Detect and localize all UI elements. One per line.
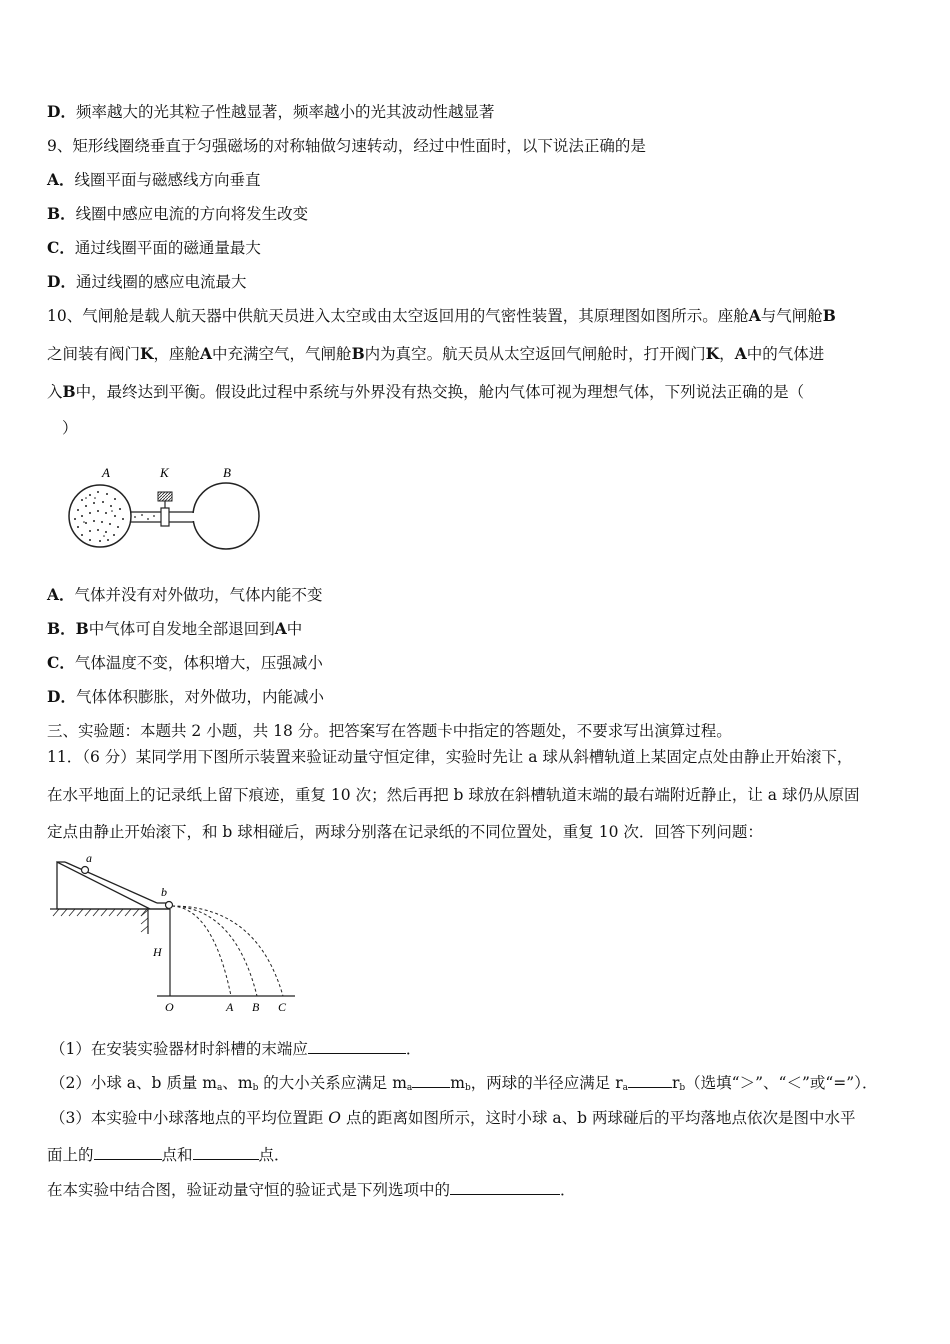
option-text: 线圈平面与磁感线方向垂直 (74, 171, 261, 189)
text-bold: A (748, 306, 761, 325)
text: 入 (47, 383, 63, 401)
answer-blank[interactable] (450, 1180, 560, 1195)
q11-stem-line3: 定点由静止开始滚下，和 b 球相碰后，两球分别落在记录纸的不同位置处，重复 10 次．回答下列问题： (47, 823, 763, 841)
label-ball-a: a (86, 851, 92, 865)
option-letter: D． (47, 687, 76, 706)
q10-option-d (47, 687, 324, 707)
subscript: b (465, 1083, 471, 1093)
q10-stem-line1 (47, 306, 836, 326)
label-b: B (223, 465, 231, 480)
q10-option-a (47, 585, 323, 605)
text: 10、气闸舱是载人航天器中供航天员进入太空或由太空返回用的气密性装置，其原理图如图所示。座舱 (47, 307, 749, 325)
q11-final (47, 1180, 576, 1200)
option-letter: D． (47, 102, 76, 121)
text: 中的气体进 (746, 345, 825, 363)
text: m (450, 1074, 465, 1092)
trajectory-b (172, 906, 257, 996)
text: ，座舱 (153, 345, 201, 363)
option-letter: A． (47, 585, 75, 604)
text: 点． (258, 1146, 290, 1164)
answer-blank[interactable] (193, 1145, 259, 1160)
subscript: a (622, 1083, 628, 1093)
text-bold: B (822, 306, 836, 325)
label-point-a: A (226, 1000, 234, 1014)
text: （2）小球 a、b 质量 m (50, 1074, 218, 1092)
q9-option-a (47, 170, 261, 190)
subscript: a (217, 1083, 223, 1093)
q10-stem-line3 (47, 382, 804, 402)
text: （1）在安装实验器材时斜槽的末端应 (50, 1040, 308, 1058)
option-text: 通过线圈的感应电流最大 (75, 273, 247, 291)
text: 中充满空气，气闸舱 (212, 345, 352, 363)
text-bold: B (75, 619, 89, 638)
answer-blank[interactable] (628, 1073, 672, 1088)
text: （选填“＞”、“＜”或“=”）． (685, 1074, 878, 1092)
ramp-surface (65, 862, 157, 903)
text: r (671, 1074, 680, 1092)
text: ， (719, 345, 735, 363)
label-ball-b: b (161, 885, 167, 899)
q10-stem-line4: ） (62, 419, 78, 437)
answer-blank[interactable] (308, 1039, 406, 1054)
option-letter: D． (47, 272, 76, 291)
valve-k-body (161, 508, 169, 526)
text-bold: K (705, 344, 720, 363)
prev-option-d (47, 102, 494, 122)
text: ，两球的半径应满足 r (470, 1074, 623, 1092)
q10-option-c (47, 653, 323, 673)
section-heading: 三、实验题：本题共 2 小题，共 18 分。把答案写在答题卡中指定的答题处，不要求写出演算过程。 (47, 722, 732, 740)
subscript: b (679, 1083, 686, 1093)
text: 内为真空。航天员从太空返回气闸舱时，打开阀门 (364, 345, 706, 363)
option-text: 通过线圈平面的磁通量最大 (74, 239, 261, 257)
text: 的大小关系应满足 m (258, 1074, 407, 1092)
option-letter: B． (47, 204, 76, 223)
label-k: K (160, 465, 169, 480)
answer-blank[interactable] (94, 1145, 162, 1160)
cabin-b-circle (193, 483, 259, 549)
q11-sub3-line2 (47, 1145, 290, 1165)
subscript: a (406, 1083, 413, 1093)
option-text: 气体体积膨胀，对外做功，内能减小 (75, 688, 324, 706)
airlock-diagram (60, 462, 270, 557)
label-a: A (102, 465, 110, 480)
text: 与气闸舱 (760, 307, 823, 325)
q9-option-c (47, 238, 261, 258)
text: ． (560, 1181, 576, 1199)
cabin-a-circle (69, 485, 131, 547)
q9-option-b (47, 204, 308, 224)
text-bold: B (62, 382, 76, 401)
table-hatching (53, 909, 147, 916)
q11-sub2 (50, 1073, 877, 1098)
table-edge-hatching (141, 910, 148, 932)
text-bold: K (140, 344, 154, 363)
q11-sub1 (50, 1039, 421, 1059)
option-text: 中气体可自发地全部退回到 (88, 620, 275, 638)
option-letter: A． (47, 170, 75, 189)
text-bold: A (274, 619, 287, 638)
text-bold: B (351, 344, 365, 363)
text: 点和 (161, 1146, 193, 1164)
text: （3）本实验中小球落地点的平均位置距 (50, 1109, 329, 1127)
option-letter: C． (47, 238, 75, 257)
option-text: 气体并没有对外做功，气体内能不变 (74, 586, 323, 604)
ramp-body (57, 862, 150, 909)
ball-b (166, 902, 173, 909)
trajectory-a (172, 906, 231, 996)
text: 、m (222, 1074, 253, 1092)
text-bold: A (200, 344, 213, 363)
text: 面上的 (47, 1146, 94, 1164)
subscript: b (252, 1083, 259, 1093)
q11-sub3-line1 (50, 1108, 855, 1128)
valve-k-handle (158, 492, 172, 501)
label-point-c: C (278, 1000, 287, 1014)
pipe-gas-dots (134, 514, 155, 520)
text: 在本实验中结合图，验证动量守恒的验证式是下列选项中的 (47, 1181, 451, 1199)
ball-a (82, 867, 89, 874)
text-italic: O (328, 1109, 342, 1127)
text: 之间装有阀门 (47, 345, 141, 363)
answer-blank[interactable] (412, 1073, 450, 1088)
label-point-b: B (252, 1000, 260, 1014)
text: ． (405, 1040, 422, 1058)
option-text: 气体温度不变，体积增大，压强减小 (74, 654, 323, 672)
option-text: 线圈中感应电流的方向将发生改变 (75, 205, 309, 223)
q9-stem: 9、矩形线圈绕垂直于匀强磁场的对称轴做匀速转动，经过中性面时，以下说法正确的是 (47, 137, 646, 155)
chute-diagram (45, 850, 305, 1020)
label-o: O (165, 1000, 174, 1014)
text: 中，最终达到平衡。假设此过程中系统与外界没有热交换，舱内气体可视为理想气体，下列说法正确的是（ (75, 383, 805, 401)
pipe-joint (190, 513, 196, 521)
q10-option-b (47, 619, 302, 639)
option-text: 频率越大的光其粒子性越显著，频率越小的光其波动性越显著 (75, 103, 495, 121)
text: 点的距离如图所示，这时小球 a、b 两球碰后的平均落地点依次是图中水平 (341, 1109, 856, 1127)
q11-stem-line2: 在水平地面上的记录纸上留下痕迹，重复 10 次；然后再把 b 球放在斜槽轨道末端的最右端附近静止，让 a 球仍从原固 (47, 786, 860, 804)
q11-stem-line1: 11．（6 分）某同学用下图所示装置来验证动量守恒定律，实验时先让 a 球从斜槽轨道上某固定点处由静止开始滚下， (47, 748, 853, 766)
text-bold: A (734, 344, 747, 363)
label-h: H (153, 945, 162, 959)
q10-stem-line2 (47, 344, 824, 364)
q9-option-d (47, 272, 246, 292)
option-text: 中 (286, 620, 303, 638)
option-letter: C． (47, 653, 75, 672)
option-letter: B． (47, 619, 76, 638)
